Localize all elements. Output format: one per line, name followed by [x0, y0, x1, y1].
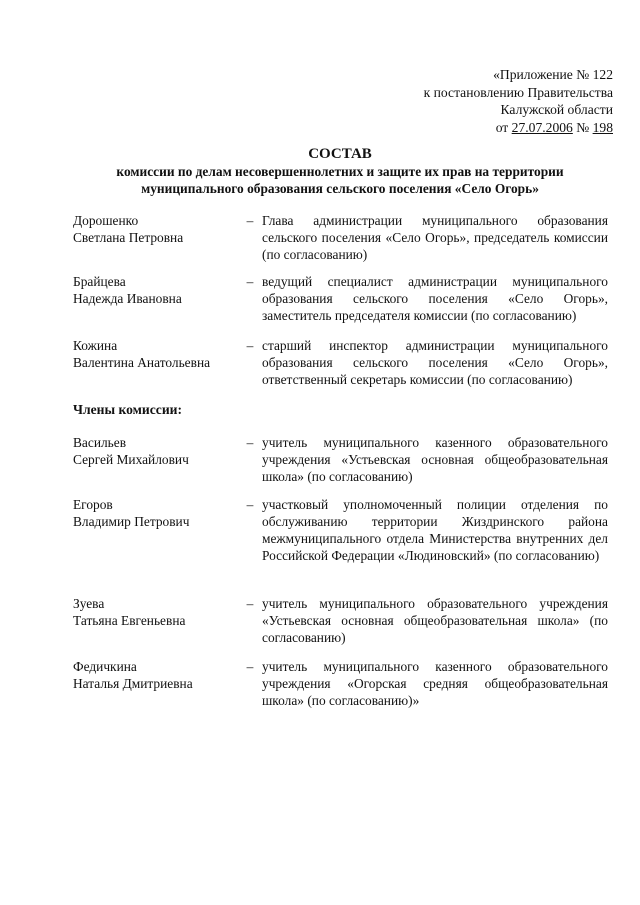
member-given-names: Владимир Петрович	[73, 514, 190, 529]
member-name	[73, 658, 243, 692]
appendix-line-1: «Приложение № 122	[493, 67, 613, 82]
appendix-reference	[373, 66, 613, 136]
member-name	[73, 595, 243, 629]
member-role: ведущий специалист администрации муниципального образования сельского поселения «Село Огорь», заместитель председателя комиссии (по согласованию)	[262, 274, 608, 323]
member-dash: –	[246, 435, 254, 450]
member-name	[73, 212, 243, 246]
members-section-heading: Члены комиссии:	[73, 402, 183, 417]
member-surname: Федичкина	[73, 659, 137, 674]
member-dash: –	[246, 338, 254, 353]
member-role: старший инспектор администрации муниципального образования сельского поселения «Село Огорь», ответственный секретарь комиссии (по согласованию)	[262, 338, 608, 387]
member-surname: Брайцева	[73, 274, 126, 289]
member-given-names: Надежда Ивановна	[73, 291, 182, 306]
document-subtitle: комиссии по делам несовершеннолетних и защите их прав на территории муниципального образования сельского поселения «Село Огорь»	[116, 164, 564, 196]
member-name	[73, 273, 243, 307]
member-dash: –	[246, 497, 254, 512]
member-role: учитель муниципального казенного образовательного учреждения «Устьевская основная общеобразовательная школа» (по согласованию)	[262, 435, 608, 484]
appendix-number-sign: №	[572, 119, 593, 135]
member-dash: –	[246, 274, 254, 289]
member-name	[73, 434, 243, 468]
member-role: Глава администрации муниципального образования сельского поселения «Село Огорь», председатель комиссии (по согласованию)	[262, 213, 608, 262]
appendix-line-2: к постановлению Правительства	[423, 84, 613, 100]
member-surname: Васильев	[73, 435, 127, 450]
member-dash: –	[246, 659, 254, 674]
member-surname: Зуева	[73, 596, 105, 611]
appendix-line-4	[373, 119, 613, 137]
member-role: учитель муниципального образовательного учреждения «Устьевская основная общеобразовательная школа» (по согласованию)	[262, 596, 608, 645]
member-surname: Дорошенко	[73, 213, 139, 228]
member-given-names: Сергей Михайлович	[73, 452, 189, 467]
appendix-number: 198	[592, 119, 613, 135]
member-role: учитель муниципального казенного образовательного учреждения «Огорская средняя общеобразовательная школа» (по согласованию)»	[262, 659, 608, 708]
member-surname: Кожина	[73, 338, 118, 353]
member-role: участковый уполномоченный полиции отделения по обслуживанию территории Жиздринского района межмуниципального отдела Министерства внутренних дел Российской Федерации «Людиновский» (по согласованию)	[262, 497, 608, 563]
appendix-line-3: Калужской области	[500, 102, 613, 117]
member-given-names: Наталья Дмитриевна	[73, 676, 193, 691]
member-given-names: Валентина Анатольевна	[73, 355, 211, 370]
member-dash: –	[246, 596, 254, 611]
document-title: СОСТАВ	[308, 146, 372, 162]
member-given-names: Татьяна Евгеньевна	[73, 613, 186, 628]
member-name	[73, 337, 243, 371]
appendix-date: 27.07.2006	[511, 119, 573, 135]
member-name	[73, 496, 243, 530]
member-given-names: Светлана Петровна	[73, 230, 184, 245]
member-dash: –	[246, 213, 254, 228]
member-surname: Егоров	[73, 497, 113, 512]
appendix-prefix: от	[495, 119, 512, 135]
